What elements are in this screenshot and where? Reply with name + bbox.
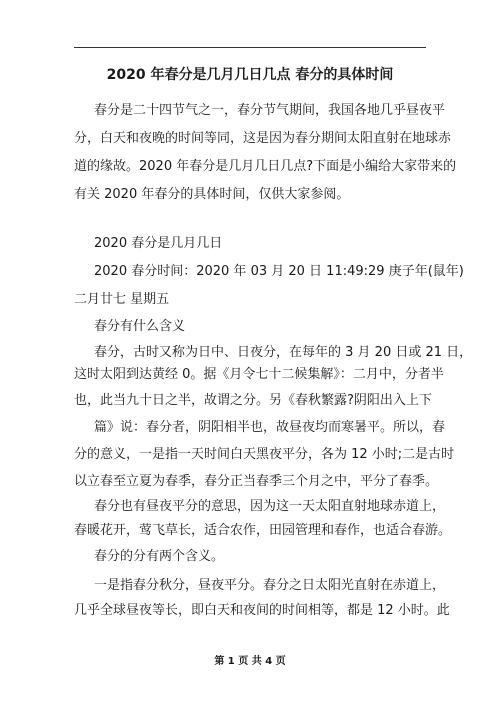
- document-title: 2020 年春分是几月几日几点 春分的具体时间: [106, 67, 394, 83]
- paragraph-line: 分的意义，一是指一天时间白天黑夜平分，各为 12 小时;二是古时: [74, 447, 455, 462]
- paragraph-line: 二月廿七 星期五: [74, 292, 170, 307]
- section-heading: 2020 春分是几月几日: [94, 236, 223, 251]
- paragraph-line: 以立春至立夏为春季，春分正当春季三个月之中，平分了春季。: [74, 474, 439, 489]
- paragraph-line: 一是指春分秋分，昼夜平分。春分之日太阳光直射在赤道上，: [94, 578, 446, 593]
- paragraph-line: 几乎全球昼夜等长，即白天和夜间的时间相等，都是 12 小时。此: [74, 603, 450, 618]
- paragraph-line: 春分是二十四节气之一，春分节气期间，我国各地几乎昼夜平: [94, 103, 446, 118]
- paragraph-line: 这时太阳到达黄经 0。据《月令七十二候集解》：二月中，分者半: [74, 367, 444, 382]
- section-heading: 春分有什么含义: [94, 319, 186, 334]
- paragraph-line: 春暖花开，莺飞草长，适合农作，田园管理和春作，也适合春游。: [74, 523, 452, 538]
- section-heading: 春分的分有两个含义。: [94, 549, 225, 564]
- page-footer: 第 1 页 共 4 页: [214, 656, 286, 667]
- paragraph-line: 分，白天和夜晚的时间等同，这是因为春分期间太阳直射在地球赤: [74, 131, 452, 146]
- paragraph-line: 篇》说：春分者，阴阳相半也，故昼夜均而寒暑平。所以，春: [94, 420, 446, 435]
- paragraph-line: 道的缘故。2020 年春分是几月几日几点?下面是小编给大家带来的: [74, 159, 457, 174]
- paragraph-line: 春分，古时又称为日中、日夜分，在每年的 3 月 20 日或 21 日，: [94, 345, 473, 360]
- paragraph-line: 也，此当九十日之半，故谓之分。另《春秋繁露?阴阳出入上下: [74, 393, 432, 408]
- paragraph-line: 有关 2020 年春分的具体时间，仅供大家参阅。: [74, 187, 350, 202]
- paragraph-line: 春分也有昼夜平分的意思，因为这一天太阳直射地球赤道上，: [94, 499, 446, 514]
- paragraph-line: 2020 春分时间：2020 年 03 月 20 日 11:49:29 庚子年(鼠年): [94, 264, 464, 279]
- header-rule: [74, 47, 426, 48]
